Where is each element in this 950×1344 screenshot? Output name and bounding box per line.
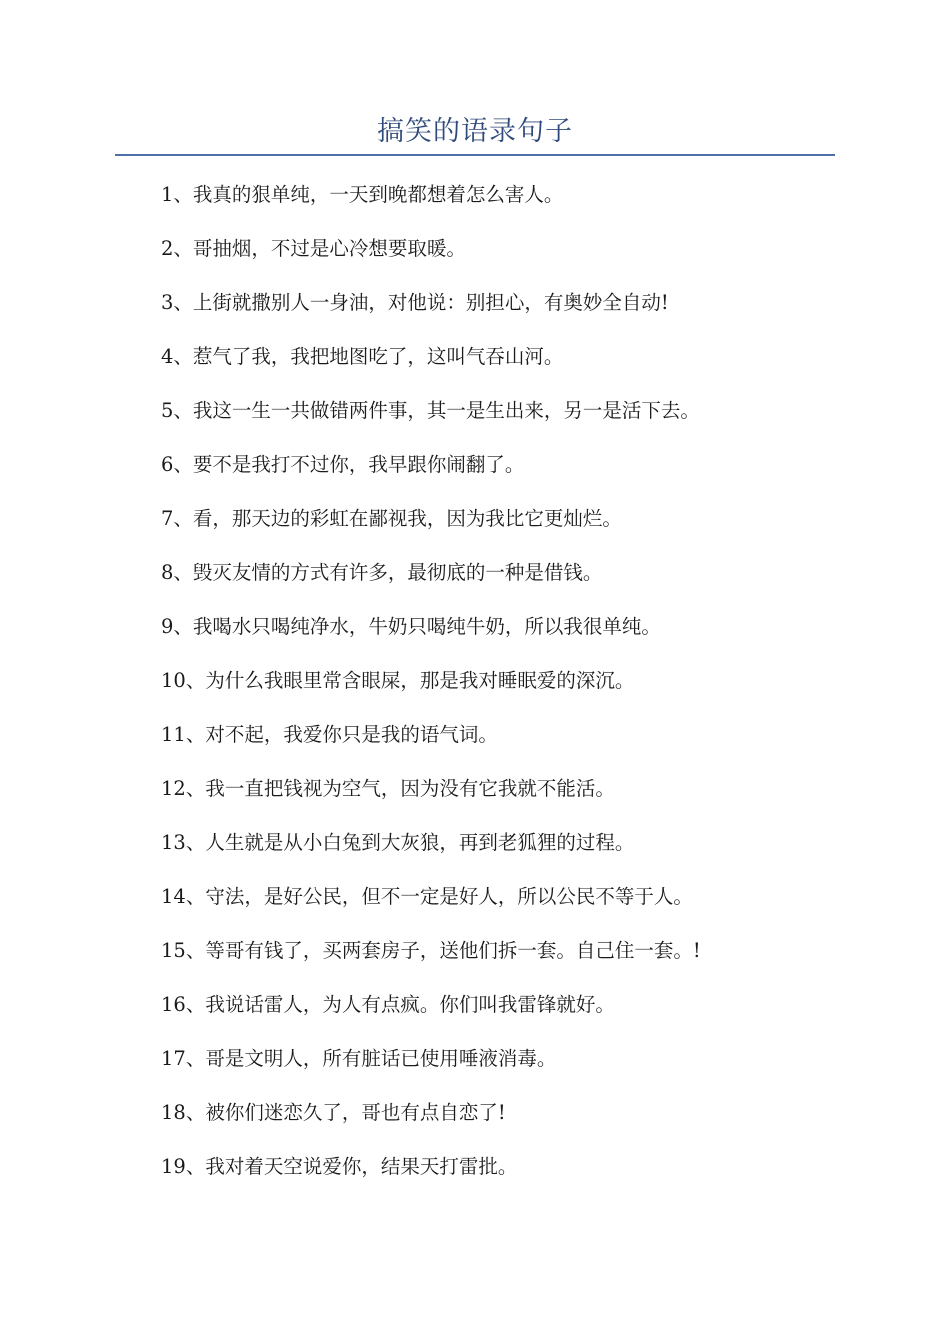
- list-item: 5、我这一生一共做错两件事，其一是生出来，另一是活下去。: [161, 399, 700, 422]
- list-item: 15、等哥有钱了，买两套房子，送他们拆一套。自己住一套。!: [161, 939, 701, 962]
- quote-list: [161, 178, 841, 1204]
- list-item: 10、为什么我眼里常含眼屎，那是我对睡眠爱的深沉。: [161, 669, 635, 692]
- list-item: 16、我说话雷人，为人有点疯。你们叫我雷锋就好。: [161, 993, 615, 1016]
- list-item: 11、对不起，我爱你只是我的语气词。: [161, 723, 498, 746]
- title-divider: [115, 154, 835, 156]
- list-item: 1、我真的狠单纯，一天到晚都想着怎么害人。: [161, 183, 564, 206]
- list-item: 2、哥抽烟，不过是心冷想要取暖。: [161, 237, 466, 260]
- list-item: 14、守法，是好公民，但不一定是好人，所以公民不等于人。: [161, 885, 693, 908]
- list-item: 13、人生就是从小白兔到大灰狼，再到老狐狸的过程。: [161, 831, 635, 854]
- list-item: 6、要不是我打不过你，我早跟你闹翻了。: [161, 453, 525, 476]
- list-item: 7、看，那天边的彩虹在鄙视我，因为我比它更灿烂。: [161, 507, 622, 530]
- page-title: 搞笑的语录句子: [377, 116, 573, 147]
- list-item: 8、毁灭友情的方式有许多，最彻底的一种是借钱。: [161, 561, 603, 584]
- list-item: 3、上街就撒别人一身油，对他说：别担心，有奥妙全自动!: [161, 291, 669, 314]
- list-item: 9、我喝水只喝纯净水，牛奶只喝纯牛奶，所以我很单纯。: [161, 615, 661, 638]
- list-item: 19、我对着天空说爱你，结果天打雷批。: [161, 1155, 518, 1178]
- list-item: 18、被你们迷恋久了，哥也有点自恋了!: [161, 1101, 506, 1124]
- list-item: 12、我一直把钱视为空气，因为没有它我就不能活。: [161, 777, 615, 800]
- list-item: 4、惹气了我，我把地图吃了，这叫气吞山河。: [161, 345, 564, 368]
- list-item: 17、哥是文明人，所有脏话已使用唾液消毒。: [161, 1047, 557, 1070]
